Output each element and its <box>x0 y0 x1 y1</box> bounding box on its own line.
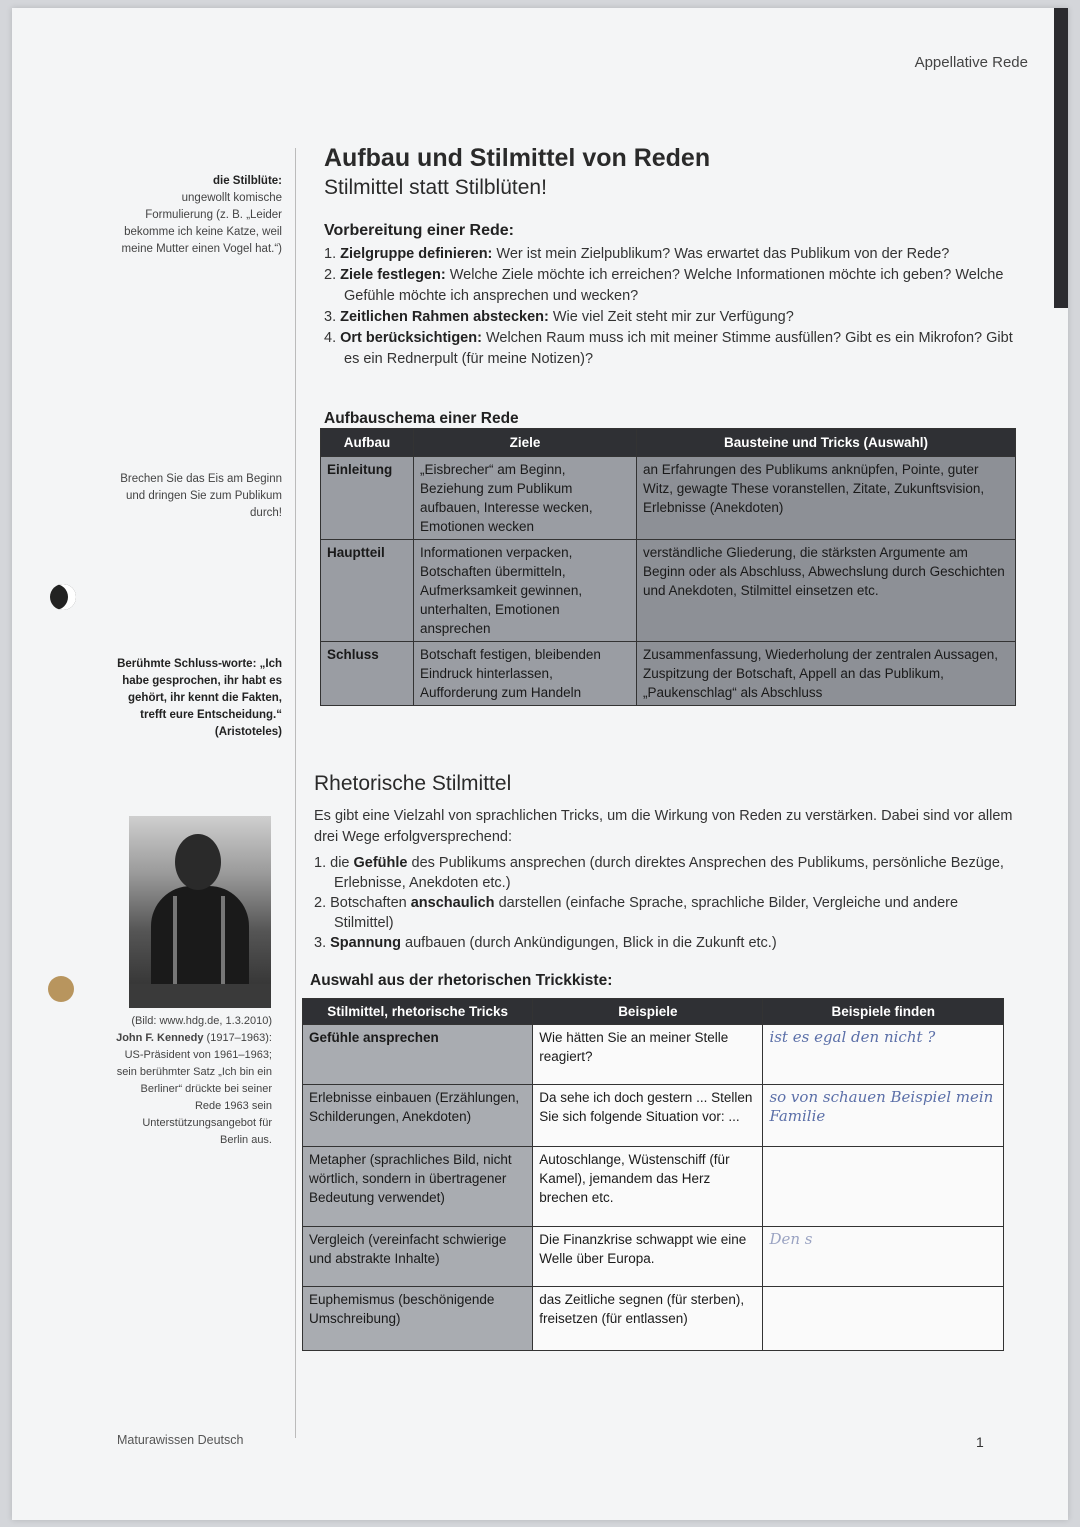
table-row <box>303 1147 1004 1227</box>
example-cell: Autoschlange, Wüstenschiff (für Kamel), jemandem das Herz brechen etc. <box>533 1147 763 1227</box>
preparation-title: Vorbereitung einer Rede: <box>324 222 514 239</box>
quote-title: Berühmte Schluss-worte: <box>117 658 257 670</box>
rhetoric-tricks-table <box>302 998 1004 1351</box>
table-row <box>303 1287 1004 1351</box>
page-number: 1 <box>976 1434 984 1450</box>
rhetoric-intro: Es gibt eine Vielzahl von sprachlichen Tricks, um die Wirkung von Reden zu verstärken. Dabei sind vor allem drei Wege erfolgversprechend: <box>314 808 1013 845</box>
trick-cell: Metapher (sprachliches Bild, nicht wörtlich, sondern in übertragener Bedeutung verwendet) <box>303 1147 533 1227</box>
list-item: 3. Spannung aufbauen (durch Ankündigungen, Blick in die Zukunft etc.) <box>314 935 777 951</box>
kennedy-photo <box>129 816 271 1008</box>
table-cell: an Erfahrungen des Publikums anknüpfen, Pointe, guter Witz, gewagte These voranstellen, Zitate, Zukunftsvision, Erlebnisse (Anekdoten) <box>637 457 1016 540</box>
table-row <box>303 1227 1004 1287</box>
tricks-title: Auswahl aus der rhetorischen Trickkiste: <box>310 972 613 989</box>
margin-divider <box>295 148 296 1438</box>
schema-title: Aufbauschema einer Rede <box>324 410 519 427</box>
trick-cell: Vergleich (vereinfacht schwierige und abstrakte Inhalte) <box>303 1227 533 1287</box>
table-cell: verständliche Gliederung, die stärksten Argumente am Beginn oder als Abschluss, Abwechslung durch Geschichten und Anekdoten, Stilmittel einsetzen etc. <box>637 540 1016 642</box>
handwritten-answer[interactable]: Den s <box>763 1227 1004 1287</box>
worksheet-page <box>12 8 1068 1520</box>
footer-publication: Maturawissen Deutsch <box>117 1433 244 1447</box>
table-cell: Informationen verpacken, Botschaften übermitteln, Aufmerksamkeit gewinnen, unterhalten, Emotionen ansprechen <box>414 540 637 642</box>
table-cell: Zusammenfassung, Wiederholung der zentralen Aussagen, Zuspitzung der Botschaft, Appell an das Publikum, „Paukenschlag“ als Abschluss <box>637 642 1016 706</box>
table-header: Beispiele <box>533 999 763 1025</box>
handwritten-answer[interactable] <box>763 1287 1004 1351</box>
handwritten-answer[interactable] <box>763 1147 1004 1227</box>
photo-person-name: John F. Kennedy <box>116 1032 204 1044</box>
list-item: 4. Ort berücksichtigen: Welchen Raum muss ich mit meiner Stimme ausfüllen? Gibt es ein Mikrofon? Gibt es ein Rednerpult (für meine Notizen)? <box>324 330 1013 367</box>
table-header: Bausteine und Tricks (Auswahl) <box>637 429 1016 457</box>
table-cell: Schluss <box>321 642 414 706</box>
handwritten-answer[interactable]: ist es egal den nicht ? <box>763 1025 1004 1085</box>
trick-cell: Erlebnisse einbauen (Erzählungen, Schilderungen, Anekdoten) <box>303 1085 533 1147</box>
speech-structure-table <box>320 428 1016 706</box>
trick-cell: Euphemismus (beschönigende Umschreibung) <box>303 1287 533 1351</box>
quote-text: „Ich habe gesprochen, ihr habt es gehört, ihr kennt die Fakten, trefft eure Entscheidung.“ <box>122 658 282 721</box>
margin-note-stilbluete <box>112 173 282 258</box>
table-header: Beispiele finden <box>763 999 1004 1025</box>
photo-caption-text: (1917–1963): US-Präsident von 1961–1963; sein berühmter Satz „Ich bin ein Berliner“ drückte bei seiner Rede 1963 sein Unterstützungsangebot für Berlin aus. <box>116 1032 272 1146</box>
example-cell: das Zeitliche segnen (für sterben), freisetzen (für entlassen) <box>533 1287 763 1351</box>
running-head: Appellative Rede <box>914 54 1028 71</box>
table-cell: Einleitung <box>321 457 414 540</box>
table-row <box>321 457 1016 540</box>
table-header: Ziele <box>414 429 637 457</box>
page-title: Aufbau und Stilmittel von Reden <box>324 144 711 172</box>
table-header: Aufbau <box>321 429 414 457</box>
quote-author: (Aristoteles) <box>214 726 282 738</box>
example-cell: Wie hätten Sie an meiner Stelle reagiert? <box>533 1025 763 1085</box>
trick-cell: Gefühle ansprechen <box>303 1025 533 1085</box>
margin-note-term: die Stilblüte: <box>213 175 282 187</box>
table-header: Stilmittel, rhetorische Tricks <box>303 999 533 1025</box>
margin-note-quote <box>112 656 282 741</box>
punch-hole <box>50 584 76 610</box>
table-row <box>321 540 1016 642</box>
table-cell: Hauptteil <box>321 540 414 642</box>
table-row <box>321 642 1016 706</box>
section-edge-tab <box>1054 8 1068 308</box>
rhetoric-title: Rhetorische Stilmittel <box>314 772 512 795</box>
table-cell: „Eisbrecher“ am Beginn, Beziehung zum Publikum aufbauen, Interesse wecken, Emotionen wecken <box>414 457 637 540</box>
photo-caption <box>112 1013 272 1149</box>
table-cell: Botschaft festigen, bleibenden Eindruck hinterlassen, Aufforderung zum Handeln <box>414 642 637 706</box>
photo-source: (Bild: www.hdg.de, 1.3.2010) <box>131 1015 272 1027</box>
rhetoric-list <box>314 853 1014 953</box>
list-item: 1. Zielgruppe definieren: Wer ist mein Zielpublikum? Was erwartet das Publikum von der Rede? <box>324 246 950 262</box>
handwritten-answer[interactable]: so von schauen Beispiel mein Familie <box>763 1085 1004 1147</box>
preparation-list <box>324 244 1024 370</box>
table-row <box>303 1085 1004 1147</box>
example-cell: Da sehe ich doch gestern ... Stellen Sie sich folgende Situation vor: ... <box>533 1085 763 1147</box>
list-item: 2. Ziele festlegen: Welche Ziele möchte ich erreichen? Welche Informationen möchte ich geben? Welche Gefühle möchte ich ansprechen und wecken? <box>324 267 1004 304</box>
margin-note-eis: Brechen Sie das Eis am Beginn und dringen Sie zum Publikum durch! <box>120 473 282 519</box>
punch-hole <box>48 976 74 1002</box>
list-item: 2. Botschaften anschaulich darstellen (einfache Sprache, sprachliche Bilder, Vergleiche und andere Stilmittel) <box>314 895 959 931</box>
page-subtitle: Stilmittel statt Stilblüten! <box>324 176 547 199</box>
table-row <box>303 1025 1004 1085</box>
margin-note-text: ungewollt komische Formulierung (z. B. „Leider bekomme ich keine Katze, weil meine Mutter einen Vogel hat.“) <box>121 192 282 255</box>
list-item: 1. die Gefühle des Publikums ansprechen (durch direktes Ansprechen des Publikums, persönliche Bezüge, Erlebnisse, Anekdoten etc.) <box>314 855 1004 891</box>
list-item: 3. Zeitlichen Rahmen abstecken: Wie viel Zeit steht mir zur Verfügung? <box>324 309 794 325</box>
example-cell: Die Finanzkrise schwappt wie eine Welle über Europa. <box>533 1227 763 1287</box>
